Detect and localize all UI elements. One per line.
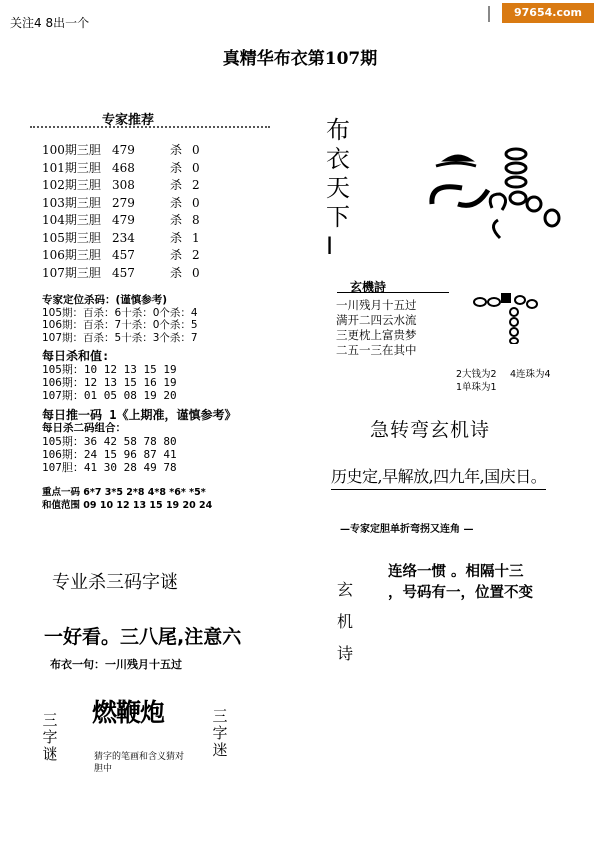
expert-row bbox=[42, 195, 200, 213]
kill-code-row: 106期：百杀：7十杀：0个杀：5 bbox=[42, 319, 198, 331]
kill-digit: 2 bbox=[192, 248, 200, 262]
daily-sum-heading: 每日杀和值: bbox=[42, 349, 110, 363]
poem-line: 三更枕上富贵梦 bbox=[336, 328, 417, 342]
coin-graphic bbox=[432, 156, 488, 205]
expert-nums: 234 bbox=[112, 230, 135, 245]
coin-bead-graphic bbox=[428, 138, 568, 248]
riddle-note: 猜字的笔画和含义猜对胆中 bbox=[94, 752, 185, 774]
history-line: 历史定,早解放,四九年,国庆日。 bbox=[331, 464, 546, 490]
poem-line: 一川残月十五过 bbox=[336, 298, 417, 312]
daily-one-row: 105期：36 42 58 78 80 bbox=[42, 435, 177, 448]
daily-sum-row: 107期：01 05 08 19 20 bbox=[42, 389, 177, 402]
expert-nums: 479 bbox=[112, 143, 135, 157]
poem-body bbox=[388, 562, 533, 604]
expert-period: 103期三胆 bbox=[42, 195, 101, 210]
daily-one-heading: 每日推一码 1《上期准，谨慎参考》 bbox=[42, 408, 237, 422]
poem-lines bbox=[336, 298, 417, 358]
kill-digit: 0 bbox=[192, 160, 200, 175]
kill-digit: 2 bbox=[192, 178, 200, 192]
one-sentence: 布衣一句：一川残月十五过 bbox=[50, 658, 182, 671]
expert-list bbox=[42, 142, 200, 282]
kill-digit: 0 bbox=[192, 195, 200, 210]
kill-label: 杀 bbox=[170, 265, 183, 280]
expert-period: 100期三胆 bbox=[42, 143, 101, 157]
expert-row bbox=[42, 160, 200, 178]
expert-row bbox=[42, 142, 200, 160]
riddle-left-vertical: 三 字 谜 bbox=[42, 711, 58, 763]
poem-body-line: 连络一惯 。相隔十三 bbox=[388, 564, 524, 580]
kill-digit: 8 bbox=[192, 213, 200, 227]
bead-chain-graphic bbox=[490, 149, 559, 238]
poem-box-title: 玄機詩 bbox=[350, 280, 387, 294]
expert-row bbox=[42, 265, 200, 283]
kill-code-heading: 专家定位杀码：(谨慎参考) bbox=[42, 294, 168, 306]
kill-label: 杀 bbox=[170, 213, 183, 227]
kill-label: 杀 bbox=[170, 178, 183, 192]
kill-label: 杀 bbox=[170, 230, 183, 245]
expert-nums: 308 bbox=[112, 178, 135, 192]
mini-coin-graphic bbox=[472, 288, 548, 344]
daily-sum-section bbox=[42, 350, 177, 402]
kill-digit: 1 bbox=[192, 230, 200, 245]
expert-period: 106期三胆 bbox=[42, 248, 101, 262]
expert-row bbox=[42, 177, 200, 195]
expert-period: 107期三胆 bbox=[42, 265, 101, 280]
note-coins: 2大钱为2 bbox=[456, 369, 497, 380]
expert-banner: —专家定胆单折弯拐又连角 — bbox=[340, 524, 474, 535]
daily-sum-row: 106期：12 13 15 16 19 bbox=[42, 376, 177, 389]
daily-one-row: 107胆：41 30 28 49 78 bbox=[42, 461, 177, 474]
kill-code-row: 105期：百杀：6十杀：0个杀：4 bbox=[42, 306, 198, 319]
kill-digit: 0 bbox=[192, 265, 200, 280]
focus-code-line: 重点一码 6*7 3*5 2*8 4*8 *6* *5* bbox=[42, 487, 206, 498]
kill-label: 杀 bbox=[170, 160, 183, 175]
page-title: 真精华布衣第107期 bbox=[222, 49, 378, 69]
focus-code bbox=[42, 486, 212, 512]
expert-row bbox=[42, 247, 200, 265]
poem-line: 满开二四云水流 bbox=[336, 313, 417, 327]
kill-code-row: 107期：百杀：5十杀：3个杀：7 bbox=[42, 331, 198, 344]
riddle-title: 专业杀三码字谜 bbox=[52, 572, 178, 593]
riddle-text: 一好看。三八尾,注意六 bbox=[44, 626, 242, 648]
sum-range-line: 和值范围 09 10 12 13 15 19 20 24 bbox=[42, 500, 213, 511]
expert-nums: 479 bbox=[112, 213, 135, 227]
expert-period: 104期三胆 bbox=[42, 213, 101, 227]
expert-period: 101期三胆 bbox=[42, 160, 101, 175]
riddle-right-vertical: 三 字 迷 bbox=[212, 707, 228, 759]
kill-label: 杀 bbox=[170, 248, 183, 262]
daily-one-row: 106期：24 15 96 87 41 bbox=[42, 448, 177, 461]
expert-row bbox=[42, 230, 200, 248]
kill-label: 杀 bbox=[170, 195, 183, 210]
expert-nums: 457 bbox=[112, 265, 135, 280]
kill-label: 杀 bbox=[170, 143, 183, 157]
dotted-divider bbox=[30, 126, 270, 130]
daily-one-subheading: 每日杀二码组合： bbox=[42, 422, 126, 434]
xuanji-vertical: 玄 机 诗 bbox=[336, 580, 353, 663]
top-note: 关注4 8出一个 bbox=[10, 16, 90, 30]
poem-line: 二五一三在其中 bbox=[336, 343, 417, 357]
expert-nums: 468 bbox=[112, 160, 135, 175]
poem-title: 急转弯玄机诗 bbox=[370, 419, 491, 441]
site-watermark: 97654.com bbox=[502, 3, 594, 23]
divider-mark bbox=[488, 6, 496, 22]
expert-row bbox=[42, 212, 200, 230]
poem-box-divider bbox=[337, 292, 449, 293]
kill-digit: 0 bbox=[192, 143, 200, 157]
riddle-word: 燃鞭炮 bbox=[92, 698, 165, 727]
poem-body-line: ，号码有一，位置不变 bbox=[388, 585, 533, 601]
expert-nums: 457 bbox=[112, 248, 135, 262]
expert-heading: 专家推荐 bbox=[102, 113, 155, 128]
daily-one-section bbox=[42, 409, 236, 474]
riddle-box bbox=[82, 685, 197, 785]
kill-code-section bbox=[42, 294, 198, 344]
vertical-title: 布 衣 天 下 I bbox=[326, 116, 350, 260]
note-single: 1单珠为1 bbox=[456, 382, 497, 393]
note-chain: 4连珠为4 bbox=[510, 369, 551, 380]
daily-sum-row: 105期：10 12 13 15 19 bbox=[42, 363, 177, 376]
expert-period: 102期三胆 bbox=[42, 178, 101, 192]
expert-nums: 279 bbox=[112, 195, 135, 210]
expert-period: 105期三胆 bbox=[42, 230, 101, 245]
